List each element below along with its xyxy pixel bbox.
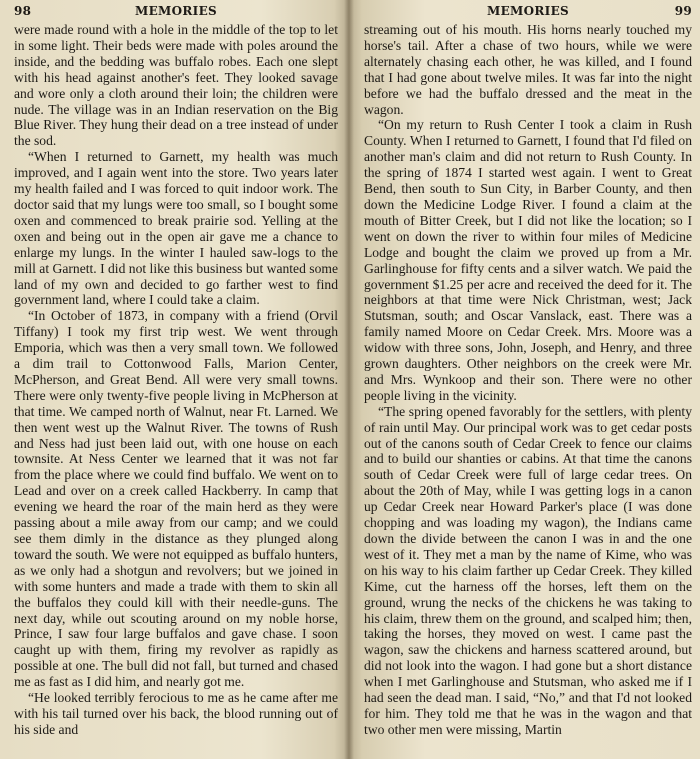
right-page-title: MEMORIES: [487, 4, 569, 18]
right-page: [348, 0, 700, 759]
left-page-text: [14, 22, 338, 738]
left-paragraph-3: “In October of 1873, in company with a friend (Orvil Tiffany) I took my first trip west. We went through Emporia, which was then a very small town. We followed a dim trail to Cottonwood Falls, Marion Center, McPherson, and Great Bend. All were very small towns. There were only twenty-five people living in McPherson at that time. We camped north of Walnut, near Ft. Larned. We then went west up the Walnut River. The towns of Rush and Ness had just been laid out, with one house on each townsite. At Ness Center we learned that it was not far from the place where we could find buffalo. We went on to Lead and over on a creek called Hackberry. In camp that evening we heard the roar of the main herd as they were passing about a mile away from our camp; and we could see them dimly in the distance as they plunged along toward the south. We were not equipped as buffalo hunters, as we only had a shotgun and revolvers; but we joined in with some hunters and made a trade with them to skin all the buffalos they could kill with their needle-guns. The next day, while out scouting around on my noble horse, Prince, I saw four large buffalos and gave chase. I soon caught up with them, firing my revolver as rapidly as possible at one. The bull did not fall, but turned and chased me as fast as I did him, and nearly got me.: [14, 308, 338, 690]
right-page-number: 99: [674, 4, 692, 18]
right-paragraph-3: “The spring opened favorably for the settlers, with plenty of rain until May. Our principal work was to get cedar posts out of the canons south of Cedar Creek to fence our claims and to build our shanties or cabins. At that time the canons south of Cedar Creek were full of large cedar trees. On about the 20th of May, while I was getting logs in a canon up Cedar Creek near Howard Parker's place (I was done chopping and was loading my wagon), the Indians came down the divide between the canon I was in and the one west of it. They met a man by the name of Kime, who was on his way to his claim farther up Cedar Creek. They killed Kime, cut the harness off the horses, left them on the ground, wrung the necks of the chickens he was taking to his claim, threw them on the ground, and scalped him; then, taking the horses, they moved on west. I came past the wagon, saw the chickens and harness scattered around, but did not look into the wagon. I had gone but a short distance when I met Garlinghouse and Stutsman, who asked me if I had seen the dead man. I said, “No,” and that I'd not looked for him. They told me that he was in the wagon and that two other men were missing, Martin: [364, 403, 692, 737]
right-running-head: [364, 4, 692, 20]
left-page: [0, 0, 348, 759]
right-paragraph-2: “On my return to Rush Center I took a claim in Rush County. When I returned to Garnett, I found that I'd filed on another man's claim and did not return to Rush County. In the spring of 1874 I started west again. I went to Great Bend, then south to Sun City, in Barber County, and then down the Medicine Lodge River. I found a claim at the mouth of Bitter Creek, but I did not like the location; so I went on down the river to within four miles of Medicine Lodge and bought the claim we proved up from a Mr. Garlinghouse for fifty cents and a silver watch. We paid the government $1.25 per acre and received the deed for it. The neighbors at that time were Nick Christman, west; Jack Stutsman, south; and Oscar Vanslack, east. There was a family named Moore on Cedar Creek. Mrs. Moore was a widow with three sons, John, Joseph, and Henry, and three grown daughters. Other neighbors on the creek were Mr. and Mrs. Wynkoop and their son. There were no other people living in the vicinity.: [364, 117, 692, 403]
left-paragraph-1: were made round with a hole in the middle of the top to let in some light. Their beds were made with poles around the inside, and the bedding was buffalo robes. Each one slept with his head against another's feet. They looked savage and wore only a cloth around their loin; the children were nude. The village was in an Indian reservation on the Big Blue River. They hung their dead on a tree instead of under the sod.: [14, 22, 338, 149]
left-paragraph-2: “When I returned to Garnett, my health was much improved, and I again went into the store. Two years later my health failed and I was forced to quit indoor work. The doctor said that my lungs were too small, so I bought some oxen and commenced to break prairie sod. Yelling at the oxen and being out in the open air gave me a chance to enlarge my lungs. In the winter I hauled saw-logs to the mill at Garnett. I did not like this business but wanted some land of my own and decided to go farther west to find government land, where I could take a claim.: [14, 149, 338, 308]
left-paragraph-4: “He looked terribly ferocious to me as he came after me with his tail turned over his back, the blood running out of his side and: [14, 690, 338, 737]
right-page-text: [364, 22, 692, 738]
right-paragraph-1: streaming out of his mouth. His horns nearly touched my horse's tail. After a chase of two hours, while we were alternately chasing each other, he was killed, and I found that I had gone about twelve miles. It was far into the night before we had the buffalo dressed and the meat in the wagon.: [364, 22, 692, 117]
left-page-title: MEMORIES: [135, 4, 217, 18]
left-page-number: 98: [14, 4, 32, 18]
left-running-head: [14, 4, 338, 20]
